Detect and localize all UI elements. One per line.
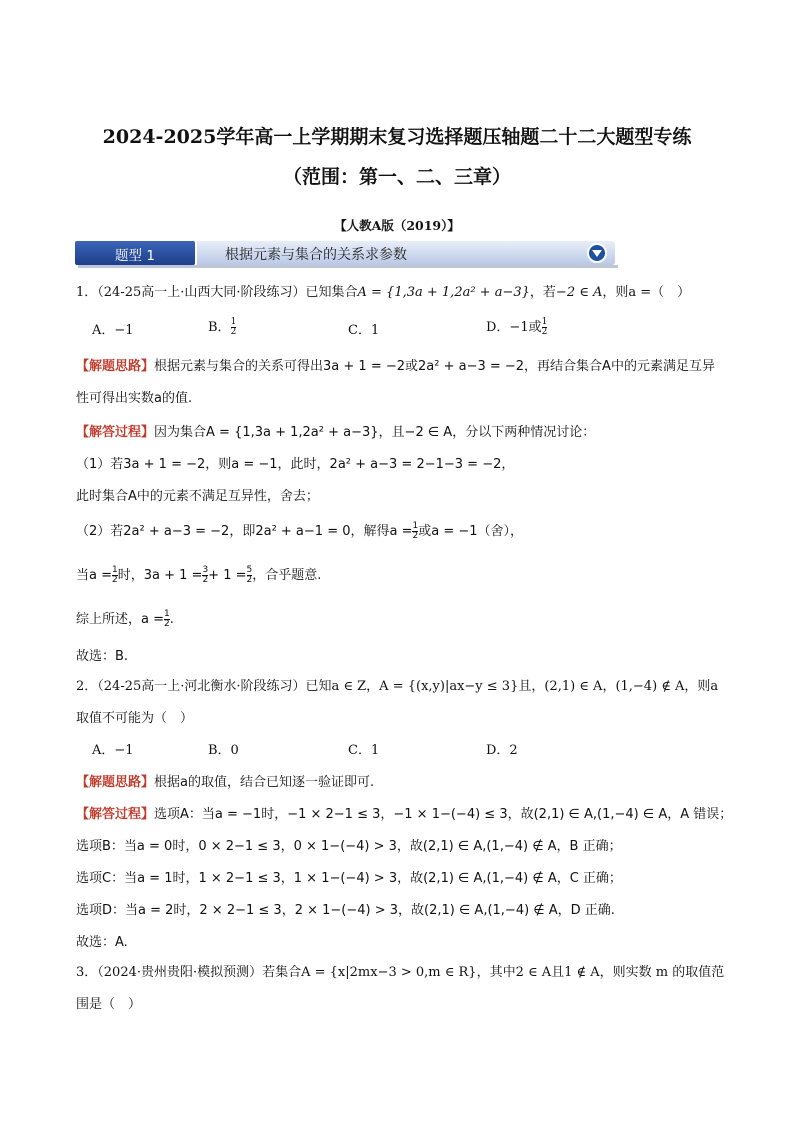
q1-case2-b-post: ，合乎题意. — [252, 568, 322, 583]
q1-case2-a-pre: （2）若2a² + a−3 = −2，即2a² + a−1 = 0，解得a = — [76, 524, 413, 539]
fraction-half: $\frac{1}{2}$ — [112, 565, 118, 585]
q2-answer: 故选：A. — [76, 935, 128, 950]
fraction-five-halves: $\frac{5}{2}$ — [246, 565, 253, 585]
q1-summary-post: . — [169, 612, 174, 627]
q1-stem-prefix: 1．（24-25高一上·山西大同·阶段练习）已知集合 — [76, 285, 358, 300]
q1-case2-b-mid2: + 1 = — [208, 568, 247, 583]
q3-stem-line1: 3．（2024·贵州贵阳·模拟预测）若集合A = {x|2mx−3 > 0,m ∈ R}，其中2 ∈ A且1 ∉ A，则实数 m 的取值范 — [76, 965, 725, 980]
section-banner — [75, 241, 615, 265]
q2-idea-label: 【解题思路】 — [76, 775, 155, 790]
page-title: 2024-2025学年高一上学期期末复习选择题压轴题二十二大题型专练 — [102, 126, 692, 148]
fraction-half: $\frac{1}{2}$ — [230, 317, 237, 337]
q2-stem-line1: 2．（24-25高一上·河北衡水·阶段练习）已知a ∈ Z，A = {(x,y)|ax−y ≤ 3}且，(2,1) ∈ A，(1,−4) ∉ A，则a — [76, 679, 719, 694]
q1-case1-a: （1）若3a + 1 = −2，则a = −1，此时，2a² + a−3 = 2−1−3 = −2， — [76, 457, 515, 472]
q1-stem-end: ，则a =（ ） — [602, 285, 691, 300]
chevron-down-icon[interactable] — [587, 243, 607, 263]
edition-label: 【人教A版（2019）】 — [334, 218, 460, 233]
fraction-half: $\frac{1}{2}$ — [164, 609, 170, 629]
q1-option-a[interactable]: A．−1 — [92, 323, 134, 338]
q2-stem-line2: 取值不可能为（ ） — [76, 711, 194, 726]
q3-stem-line2: 围是（ ） — [76, 997, 142, 1012]
q2-proc-a-text: 选项A：当a = −1时，−1 × 2−1 ≤ 3，−1 × 1−(−4) ≤ 3，故(2,1) ∈ A,(1,−4) ∈ A，A 错误； — [154, 807, 733, 822]
q2-option-d[interactable]: D．2 — [486, 743, 518, 758]
q1-case2-b-pre: 当a = — [76, 568, 112, 583]
q1-case2-a-post: 或a = −1（舍）， — [418, 524, 524, 539]
q1-answer: 故选：B. — [76, 649, 129, 664]
q2-idea — [76, 774, 374, 792]
q1-idea-line2: 性可得出实数a的值. — [76, 391, 193, 406]
q1-stem-mid: ，若 — [529, 285, 556, 300]
q1-option-c[interactable]: C．1 — [348, 323, 380, 338]
q1-case2-b-mid: 时，3a + 1 = — [117, 568, 203, 583]
q2-option-c[interactable]: C．1 — [348, 743, 380, 758]
q1-summary-pre: 综上所述，a = — [76, 612, 164, 627]
fraction-half: $\frac{1}{2}$ — [412, 521, 419, 541]
fraction-three-halves: $\frac{3}{2}$ — [202, 565, 209, 585]
q1-summary — [76, 610, 174, 629]
q1-stem-math: A = {1,3a + 1,2a² + a−3} — [357, 285, 530, 300]
banner-topic — [197, 241, 615, 265]
q1-case2-a — [76, 522, 523, 541]
banner-tag — [75, 241, 195, 265]
q2-proc-d: 选项D：当a = 2时，2 × 2−1 ≤ 3，2 × 1−(−4) > 3，故(2,1) ∈ A,(1,−4) ∉ A，D 正确. — [76, 903, 615, 918]
q2-option-b[interactable]: B．0 — [208, 743, 239, 758]
q1-stem-math2: −2 ∈ A — [555, 285, 603, 300]
q1-stem — [76, 284, 690, 302]
q1-proc-label: 【解答过程】 — [76, 425, 155, 440]
q1-idea-label: 【解题思路】 — [76, 359, 155, 374]
q1-case1-b: 此时集合A中的元素不满足互异性，舍去； — [76, 489, 319, 504]
q2-proc-a — [76, 806, 732, 824]
banner-topic-text: 根据元素与集合的关系求参数 — [225, 247, 407, 263]
q2-proc-c: 选项C：当a = 1时，1 × 2−1 ≤ 3，1 × 1−(−4) > 3，故(2,1) ∈ A,(1,−4) ∉ A，C 正确； — [76, 871, 622, 886]
page-subtitle: （范围：第一、二、三章） — [282, 166, 511, 188]
q1-proc-line1 — [76, 424, 595, 442]
q1-option-b[interactable] — [208, 318, 236, 337]
q2-idea-text: 根据a的取值，结合已知逐一验证即可. — [154, 775, 375, 790]
q1-idea-line1 — [76, 358, 715, 376]
q1-proc-text1: 因为集合A = {1,3a + 1,2a² + a−3}，且−2 ∈ A，分以下两种情况讨论： — [154, 425, 596, 440]
q1-option-b-label: B． — [208, 320, 231, 335]
q2-proc-b: 选项B：当a = 0时，0 × 2−1 ≤ 3，0 × 1−(−4) > 3，故(2,1) ∈ A,(1,−4) ∉ A，B 正确； — [76, 839, 622, 854]
banner-tag-text: 题型 1 — [115, 248, 155, 264]
fraction-half: $\frac{1}{2}$ — [541, 317, 548, 337]
q1-option-d[interactable] — [486, 318, 547, 337]
q2-option-a[interactable]: A．−1 — [92, 743, 134, 758]
q1-option-d-label: D．−1或 — [486, 320, 542, 335]
q1-case2-b — [76, 566, 321, 585]
q1-idea-text1: 根据元素与集合的关系可得出3a + 1 = −2或2a² + a−3 = −2，再结合集合A中的元素满足互异 — [154, 359, 715, 374]
banner-shadow — [78, 265, 618, 268]
q2-proc-label: 【解答过程】 — [76, 807, 155, 822]
